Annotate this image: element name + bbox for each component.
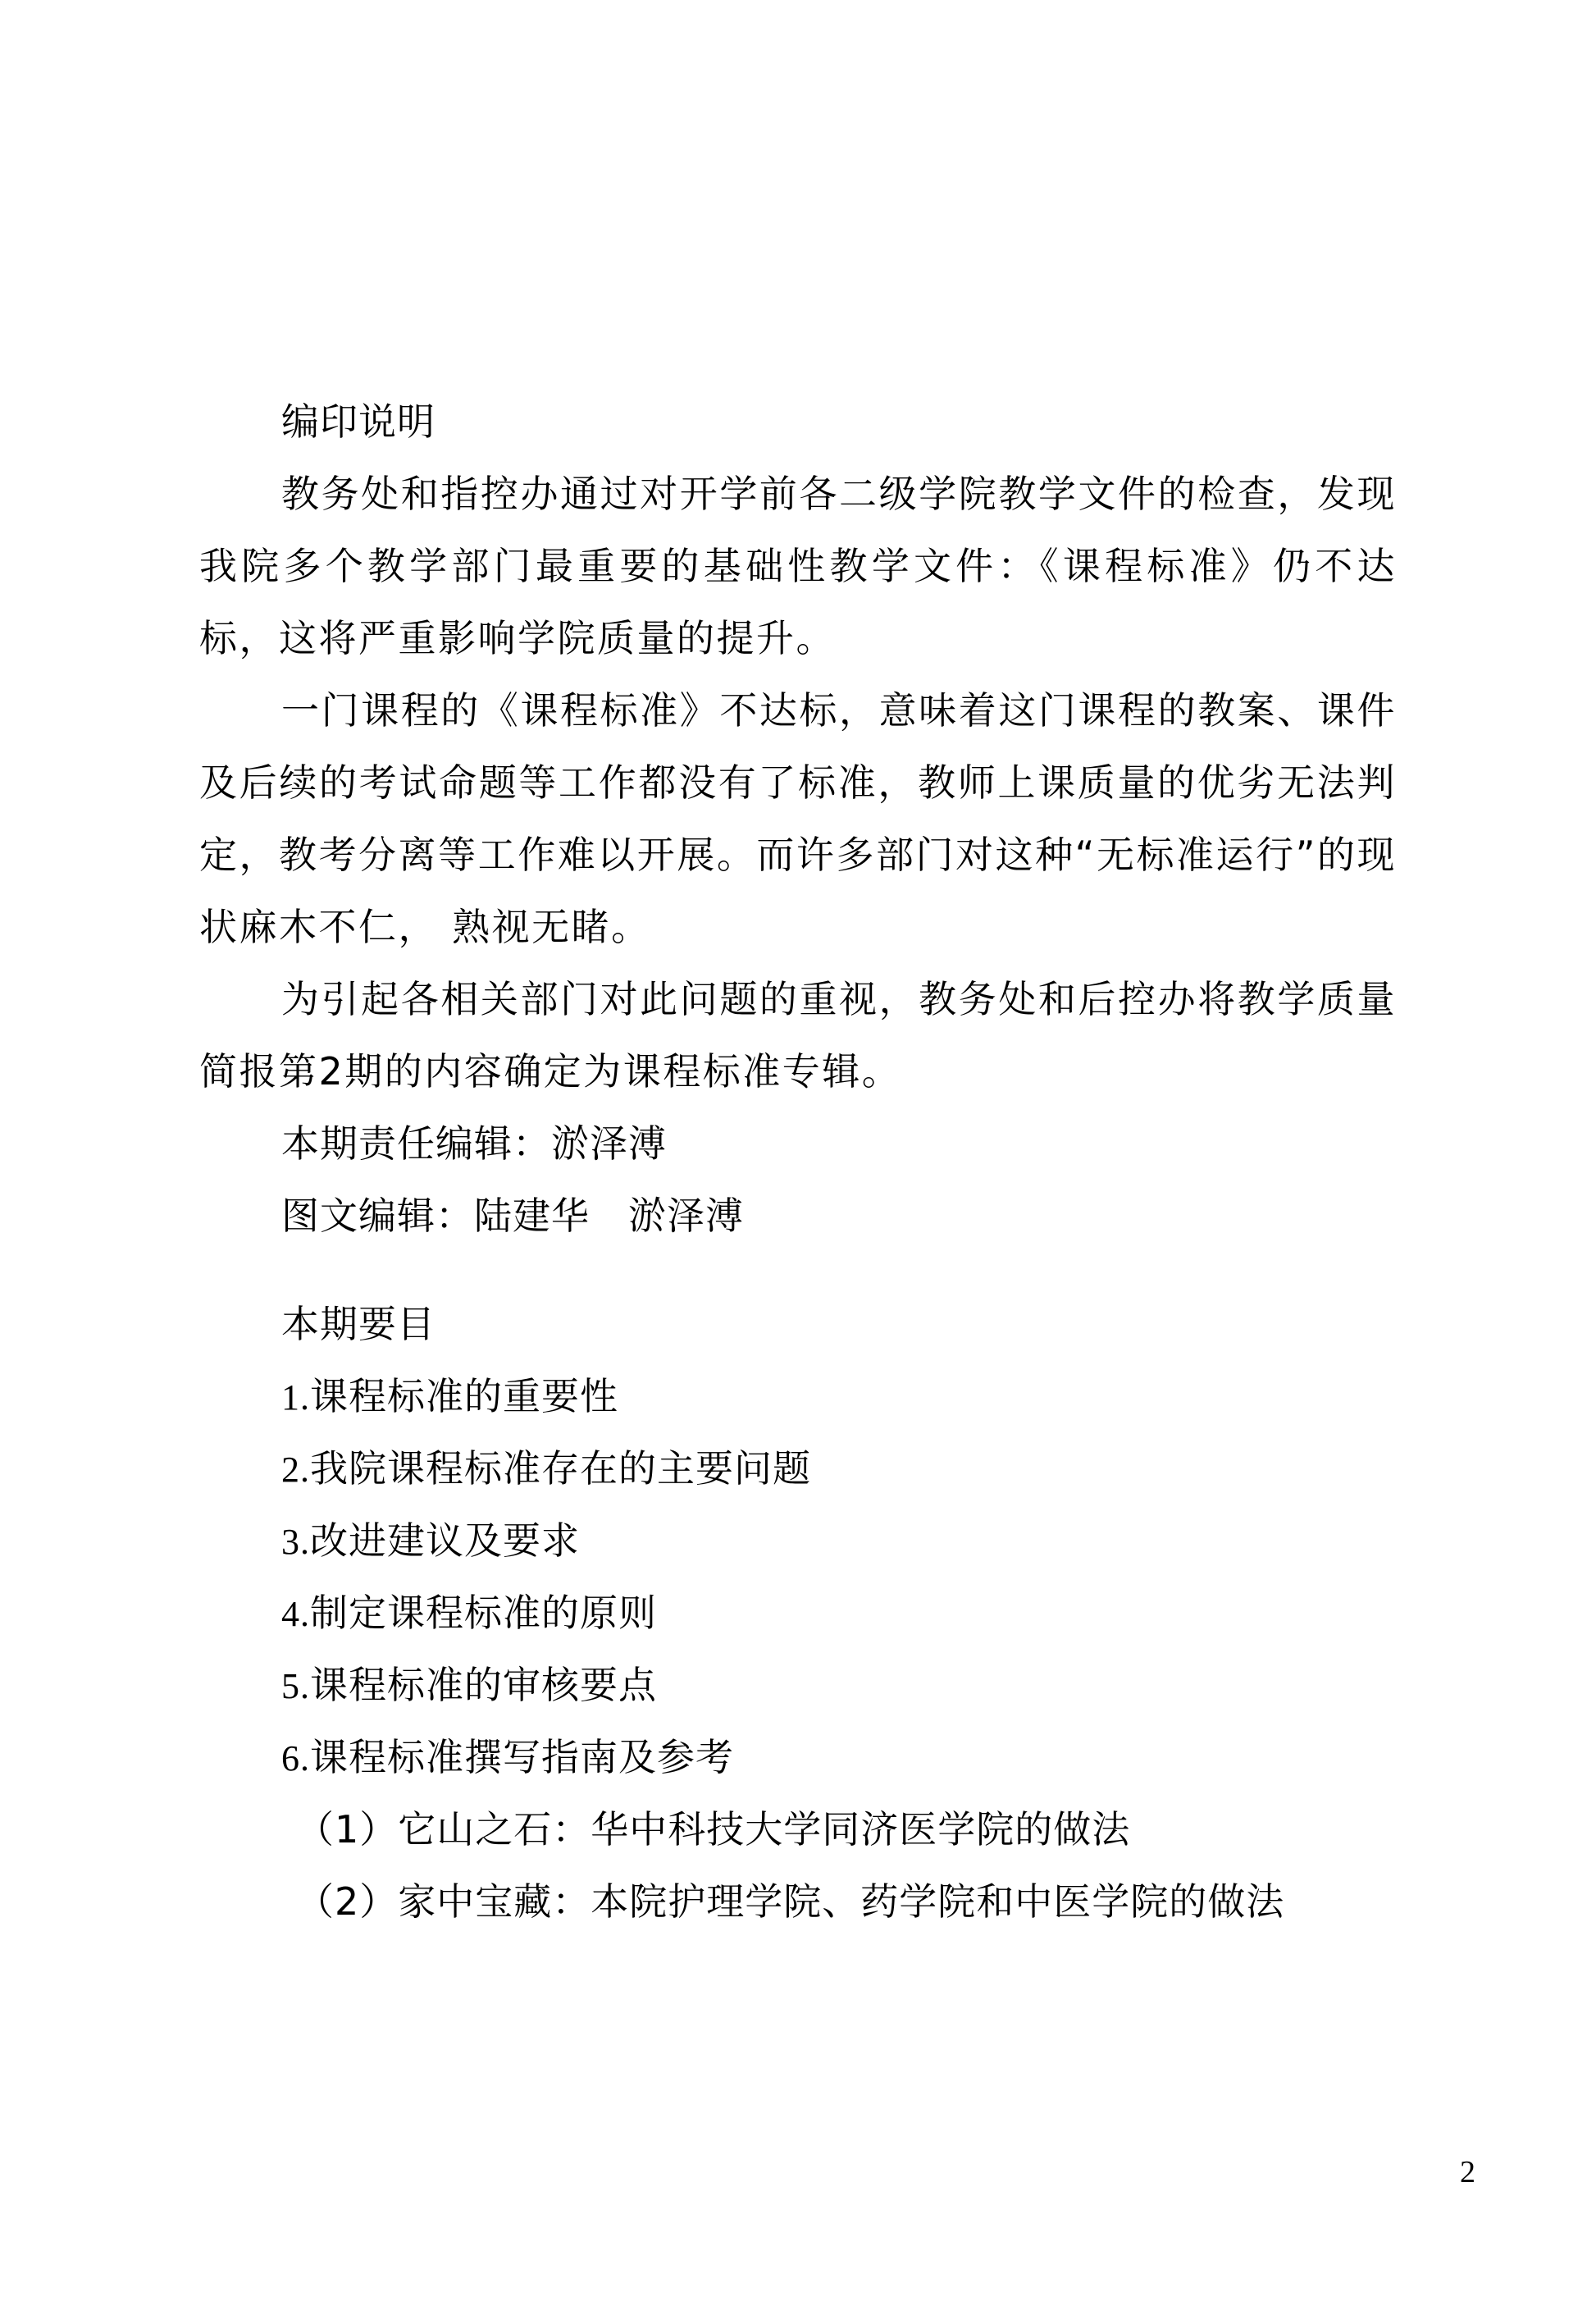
toc-item-text: 课程标准的审核要点: [310, 1663, 657, 1707]
toc-item-3: [199, 1504, 1397, 1577]
toc-item-text: 我院课程标准存在的主要问题: [310, 1446, 811, 1491]
toc-item-number: 1.: [281, 1377, 310, 1418]
toc-item-text: 课程标准的重要性: [310, 1374, 618, 1418]
page-content: [199, 386, 1397, 1938]
toc-item-number: 3.: [281, 1522, 310, 1562]
paragraph-3: 为引起各相关部门对此问题的重视，教务处和后控办将教学质量简报第2期的内容确定为课程标准专辑。: [199, 977, 1397, 1094]
toc-item-2: [199, 1432, 1397, 1504]
graphic-editor-line: 图文编辑：陆建华 淤泽溥: [281, 1194, 744, 1238]
page-number: 2: [1460, 2155, 1475, 2189]
toc-item-number: 4.: [281, 1594, 310, 1634]
toc-sub-item-1: （1）它山之石：华中科技大学同济医学院的做法: [296, 1807, 1131, 1851]
toc-item-text: 课程标准撰写指南及参考: [310, 1735, 734, 1779]
toc-item-text: 制定课程标准的原则: [310, 1591, 657, 1635]
paragraph-1: 教务处和指控办通过对开学前各二级学院教学文件的检查，发现我院多个教学部门最重要的基础性教学文件：《课程标准》仍不达标，这将严重影响学院质量的提升。: [199, 472, 1397, 660]
paragraph-2: 一门课程的《课程标准》不达标，意味着这门课程的教案、课件及后续的考试命题等工作都没有了标准，教师上课质量的优劣无法判定，教考分离等工作难以开展。而许多部门对这种“无标准运行”的现状麻木不仁， 熟视无睹。: [199, 688, 1397, 949]
toc-item-1: [199, 1360, 1397, 1432]
toc-item-text: 改进建议及要求: [310, 1518, 580, 1563]
toc-item-5: [199, 1649, 1397, 1721]
toc-sub-item-2: （2）家中宝藏：本院护理学院、药学院和中医学院的做法: [296, 1879, 1285, 1924]
toc-item-number: 5.: [281, 1666, 310, 1706]
responsible-editor-line: 本期责任编辑：淤泽溥: [281, 1121, 667, 1166]
toc-item-number: 2.: [281, 1450, 310, 1490]
toc-title: 本期要目: [281, 1302, 435, 1346]
toc-item-4: [199, 1577, 1397, 1649]
spacer: [199, 1252, 1397, 1288]
toc-item-number: 6.: [281, 1738, 310, 1778]
toc-item-6: [199, 1721, 1397, 1793]
section-heading: 编印说明: [281, 400, 435, 444]
